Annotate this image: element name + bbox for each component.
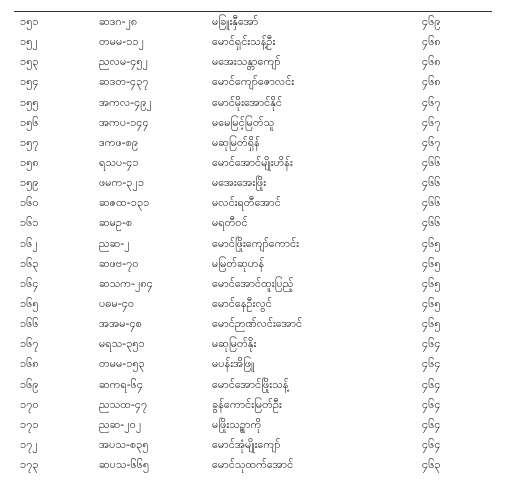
total-score: ၄၆၄ — [422, 437, 441, 451]
table-row — [0, 294, 506, 314]
row-number: ၁၆၁ — [20, 216, 39, 230]
student-name: မဆုမြတ်ရှိန် — [212, 135, 260, 149]
total-score: ၄၆၅ — [422, 276, 441, 290]
student-name: မောင်အောင်ထူးပြည့် — [212, 276, 294, 290]
total-score: ၄၆၈ — [422, 35, 441, 49]
roll-code: ဆပသ-၆၆၅ — [99, 458, 150, 472]
total-score: ၄၆၄ — [422, 417, 441, 431]
total-score: ၄၆၆ — [422, 196, 441, 210]
total-score: ၄၆၄ — [422, 337, 441, 351]
student-name: မောင်နေဦးလွင် — [212, 296, 272, 310]
row-number: ၁၆၉ — [20, 377, 39, 391]
student-name: မဆုမြတ်နိုး — [212, 337, 257, 351]
roll-code: ဆဒတ-၄၃၇ — [99, 75, 149, 89]
total-score: ၄၆၅ — [422, 317, 441, 331]
student-name: မောင်ကျော်ဇောလင်း — [212, 75, 295, 89]
student-name: မအေးအေးဖြိုး — [212, 176, 267, 190]
total-score: ၄၆၇ — [422, 135, 441, 149]
student-name: မမေမြင့်မြတ်သူ — [212, 115, 275, 129]
table-row — [0, 435, 506, 455]
roll-code: မရသ-၃၅၁ — [99, 337, 145, 351]
table-row — [0, 12, 506, 32]
table-row — [0, 234, 506, 254]
total-score: ၄၆၄ — [422, 357, 441, 371]
student-name: မအေးသန္တာကျော် — [212, 55, 281, 69]
row-number: ၁၆၂ — [20, 236, 38, 250]
total-score: ၄၆၄ — [422, 397, 441, 411]
total-score: ၄၆၈ — [422, 75, 441, 89]
roll-code: အကလ-၄၉၂ — [99, 95, 152, 109]
total-score: ၄၆၅ — [422, 256, 441, 270]
total-score: ၄၆၃ — [422, 458, 441, 472]
roll-code: ဒကဖ-စ၉ — [99, 135, 139, 149]
row-number: ၁၆၆ — [20, 317, 39, 331]
roll-code: ညလမ-၄၅၂ — [99, 55, 148, 69]
table-row — [0, 32, 506, 52]
table-row — [0, 173, 506, 193]
table-row — [0, 133, 506, 153]
roll-code: ရသပ-၄၁ — [99, 155, 139, 169]
total-score: ၄၆၉ — [422, 15, 441, 28]
roll-code: အပသ-စ၃၅ — [99, 437, 149, 451]
student-name: မဖြိုးသဥ္စာကို — [212, 417, 262, 431]
table-row — [0, 274, 506, 294]
table-row — [0, 52, 506, 72]
roll-code: ဆသက-၂၈၄ — [99, 276, 153, 290]
table-row — [0, 153, 506, 173]
table-row — [0, 415, 506, 435]
row-number: ၁၅၆ — [20, 115, 39, 129]
student-name: မောင်ဉာဏ်လင်းအောင် — [212, 317, 303, 331]
row-number: ၁၅၈ — [20, 155, 39, 169]
total-score: ၄၆၆ — [422, 216, 441, 230]
student-name: မမြတ်ဆုဟန် — [212, 256, 265, 270]
total-score: ၄၆၇ — [422, 95, 441, 109]
total-score: ၄၆၄ — [422, 377, 441, 391]
student-name: မလင်းရတီအောင် — [212, 196, 281, 210]
roll-code: တမမ-၁၁၂ — [99, 35, 145, 49]
roll-code: ဆဇထ-၁၃၁ — [99, 196, 150, 210]
roll-code: ဆကရ-၆၄ — [99, 377, 144, 391]
student-name: မရတီဝင် — [212, 216, 248, 230]
total-score: ၄၆၅ — [422, 236, 441, 250]
table-row — [0, 213, 506, 233]
student-name: ခွန်ကောင်းမြတ်ဦး — [212, 397, 282, 411]
roll-code: ညသထ-၄၇ — [99, 397, 148, 411]
row-number: ၁၅၁ — [20, 15, 39, 28]
row-number: ၁၇၂ — [20, 437, 38, 451]
table-row — [0, 354, 506, 374]
table-row — [0, 93, 506, 113]
row-number: ၁၇၀ — [20, 397, 39, 411]
row-number: ၁၅၄ — [20, 75, 39, 89]
row-number: ၁၅၇ — [20, 135, 39, 149]
total-score: ၄၆၆ — [422, 155, 441, 169]
roll-code: ပဓမ-၄၀ — [99, 296, 135, 310]
row-number: ၁၇၃ — [20, 458, 39, 472]
table-row — [0, 334, 506, 354]
student-name: မောင်အောင်ဖြိုးသန့် — [212, 377, 289, 391]
table-row — [0, 254, 506, 274]
results-table — [0, 12, 506, 475]
table-row — [0, 72, 506, 92]
student-name: မောင်သုထက်အောင် — [212, 458, 294, 472]
student-name: မောင်ဖြိုးကျော်ကောင်း — [212, 236, 299, 250]
student-name: မောင်အောင်မျိုးဟိန်း — [212, 155, 293, 169]
total-score: ၄၆၇ — [422, 115, 441, 129]
row-number: ၁၇၁ — [20, 417, 39, 431]
roll-code: အကပ-၁၄၄ — [99, 115, 149, 129]
row-number: ၁၆၄ — [20, 276, 39, 290]
table-row — [0, 375, 506, 395]
student-name: မောင်ရှင်းသန့်ဦး — [212, 35, 276, 49]
roll-code: ဆမဥ-စ — [99, 216, 133, 230]
roll-code: ဆဒဂ-၂၈ — [99, 15, 138, 28]
roll-code: တမမ-၁၅၃ — [99, 357, 145, 371]
table-row — [0, 455, 506, 475]
student-name: မောင်မိုးအောင်နိုင် — [212, 95, 283, 109]
total-score: ၄၆၅ — [422, 296, 441, 310]
table-row — [0, 314, 506, 334]
student-name: မပန်းအိဖြူ — [212, 357, 255, 371]
table-row — [0, 395, 506, 415]
total-score: ၄၆၆ — [422, 176, 441, 190]
student-name: မခြူးနှီအော် — [212, 15, 259, 28]
row-number: ၁၅၃ — [20, 55, 39, 69]
table-row — [0, 193, 506, 213]
row-number: ၁၆၅ — [20, 296, 39, 310]
student-name: မောင်အုံမျိုးကျော် — [212, 437, 281, 451]
row-number: ၁၅၂ — [20, 35, 38, 49]
roll-code: ညဆ-၂ — [99, 236, 130, 250]
row-number: ၁၆၈ — [20, 357, 39, 371]
row-number: ၁၆၇ — [20, 337, 39, 351]
roll-code: ဖမက-၃၂၁ — [99, 176, 145, 190]
roll-code: ဆဖဗ-၇၀ — [99, 256, 139, 270]
roll-code: အအမ-၄စ — [99, 317, 142, 331]
row-number: ၁၅၅ — [20, 95, 39, 109]
total-score: ၄၆၈ — [422, 55, 441, 69]
table-row — [0, 113, 506, 133]
roll-code: ညဆ-၂၀၂ — [99, 417, 142, 431]
row-number: ၁၅၉ — [20, 176, 39, 190]
row-number: ၁၆၃ — [20, 256, 39, 270]
row-number: ၁၆၀ — [20, 196, 39, 210]
